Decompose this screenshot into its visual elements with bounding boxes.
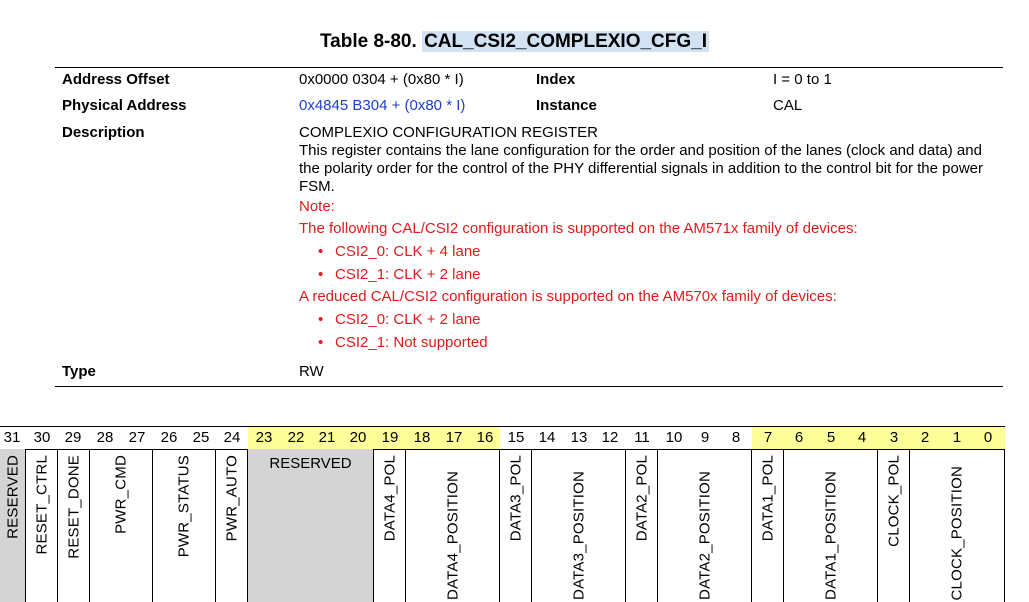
bit-field-data2-pol <box>626 449 658 602</box>
list-item: • CSI2_1: CLK + 2 lane <box>335 263 999 286</box>
bit-field-label: CLOCK_POSITION <box>948 465 966 600</box>
bit-field-label: DATA4_POSITION <box>444 471 461 600</box>
bit-number: 21 <box>318 429 336 446</box>
bit-field-data4-pol <box>374 449 406 602</box>
table-title <box>0 30 1029 54</box>
bit-number: 3 <box>889 429 899 446</box>
bit-field-data3-position <box>532 449 626 602</box>
physical-address-link[interactable]: 0x4845 B304 + (0x80 * I) <box>299 97 466 114</box>
bit-number: 27 <box>128 429 146 446</box>
bit-number: 24 <box>223 429 241 446</box>
bit-number: 26 <box>160 429 178 446</box>
bit-field-reset-done <box>58 449 90 602</box>
bit-field-label: DATA2_POSITION <box>696 471 713 600</box>
bit-field-pwr-status <box>153 449 216 602</box>
bit-field-diagram <box>0 426 1005 602</box>
bit-number: 14 <box>538 429 556 446</box>
index-value: I = 0 to 1 <box>773 71 832 88</box>
bit-field-data4-position <box>406 449 500 602</box>
bit-number: 7 <box>763 429 773 446</box>
bit-field-label: CLOCK_POL <box>885 455 902 547</box>
bit-number: 10 <box>665 429 683 446</box>
bit-number: 16 <box>476 429 494 446</box>
bit-number: 1 <box>952 429 962 446</box>
bit-field-data1-position <box>784 449 878 602</box>
bit-number: 18 <box>413 429 431 446</box>
description-content <box>299 124 999 354</box>
bit-field-reserved <box>248 449 374 602</box>
bit-number-row <box>0 426 1005 450</box>
bit-field-label: RESERVED <box>4 455 21 539</box>
bit-field-label: DATA4_POL <box>381 455 398 542</box>
bit-number: 8 <box>731 429 741 446</box>
bit-number: 22 <box>287 429 305 446</box>
instance-label: Instance <box>536 97 597 114</box>
bit-field-label: DATA2_POL <box>633 455 650 542</box>
bit-field-label: PWR_CMD <box>112 455 130 534</box>
bit-fields-row <box>0 449 1005 602</box>
bit-field-label: PWR_AUTO <box>223 455 240 542</box>
bit-number: 23 <box>255 429 273 446</box>
description-body: This register contains the lane configuration for the order and position of the lanes (clock and data) and the polarity order for the control of the PHY differential signals in addition to the control bit for the power FSM. <box>299 142 984 195</box>
bit-number: 0 <box>983 429 993 446</box>
bit-number: 2 <box>920 429 930 446</box>
register-name: CAL_CSI2_COMPLEXIO_CFG_I <box>424 31 708 52</box>
bit-field-data1-pol <box>752 449 784 602</box>
bit-number: 20 <box>349 429 367 446</box>
bit-field-pwr-auto <box>216 449 248 602</box>
bit-number: 19 <box>381 429 399 446</box>
bit-field-data3-pol <box>500 449 532 602</box>
bit-number: 9 <box>700 429 710 446</box>
bit-number: 5 <box>826 429 836 446</box>
bit-field-clock-position <box>910 449 1005 602</box>
note-am570: A reduced CAL/CSI2 configuration is supported on the AM570x family of devices: <box>299 288 837 305</box>
list-item: • CSI2_1: Not supported <box>335 331 999 354</box>
bit-field-reset-ctrl <box>26 449 58 602</box>
bit-number: 11 <box>634 429 650 446</box>
note-label: Note: <box>299 198 335 215</box>
bit-field-label: PWR_STATUS <box>175 455 193 558</box>
bit-number: 12 <box>601 429 619 446</box>
address-offset-value: 0x0000 0304 + (0x80 * I) <box>299 71 464 88</box>
am571-bullet-list <box>299 240 999 286</box>
bit-number: 29 <box>64 429 82 446</box>
type-label: Type <box>62 363 96 380</box>
am570-bullet-list <box>299 308 999 354</box>
bit-field-label: RESERVED <box>269 455 352 472</box>
description-label: Description <box>62 124 145 141</box>
address-offset-label: Address Offset <box>62 71 170 88</box>
physical-address-label: Physical Address <box>62 97 187 114</box>
bit-number: 28 <box>96 429 114 446</box>
bit-field-label: DATA3_POSITION <box>570 471 587 600</box>
bit-field-clock-pol <box>878 449 910 602</box>
bit-number: 6 <box>794 429 804 446</box>
index-label: Index <box>536 71 576 88</box>
type-value: RW <box>299 363 324 380</box>
bit-number: 30 <box>33 429 51 446</box>
register-header-table <box>55 67 1003 387</box>
description-title: COMPLEXIO CONFIGURATION REGISTER <box>299 124 598 141</box>
bit-number: 4 <box>857 429 867 446</box>
table-number: Table 8-80. <box>319 31 417 52</box>
bit-number: 25 <box>192 429 210 446</box>
bit-number: 31 <box>3 429 21 446</box>
bit-number: 13 <box>570 429 588 446</box>
bit-field-reserved <box>0 449 26 602</box>
bit-field-data2-position <box>658 449 752 602</box>
bit-field-pwr-cmd <box>90 449 153 602</box>
bit-field-label: DATA3_POL <box>507 455 524 542</box>
bit-field-label: DATA1_POSITION <box>822 471 839 600</box>
list-item: • CSI2_0: CLK + 4 lane <box>335 240 999 263</box>
bit-field-label: RESET_CTRL <box>33 455 50 555</box>
list-item: • CSI2_0: CLK + 2 lane <box>335 308 999 331</box>
bit-field-label: DATA1_POL <box>759 455 776 542</box>
bit-number: 15 <box>507 429 525 446</box>
bit-number: 17 <box>445 429 463 446</box>
instance-value: CAL <box>773 97 803 114</box>
bit-field-label: RESET_DONE <box>65 455 82 559</box>
note-am571: The following CAL/CSI2 configuration is supported on the AM571x family of devices: <box>299 220 858 237</box>
